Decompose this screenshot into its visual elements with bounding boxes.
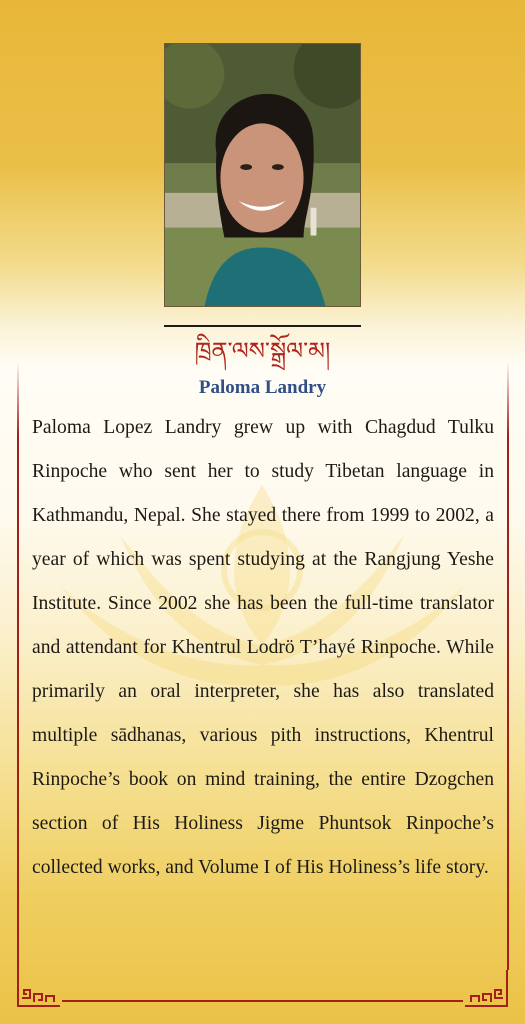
portrait-photo xyxy=(164,43,361,307)
person-name: Paloma Landry xyxy=(198,377,327,398)
tibetan-name: ཁྲིན་ལས་སྒྲོལ་མ། xyxy=(194,337,331,365)
biography-text: Paloma Lopez Landry grew up with Chagdud Tulku Rinpoche who sent her to study Tibetan language in Kathmandu, Nepal. She stayed there from 1999 to 2002, a year of which was spent studying at the Rangjung Yeshe Institute. Since 2002 she has been the full-time translator and attendant for Khentrul Lodrö T’hayé Rinpoche. While primarily an oral interpreter, she has also translated multiple sādhanas, various pith instructions, Khentrul Rinpoche’s book on mind training, the entire Dzogchen section of His Holiness Jigme Phuntsok Rinpoche’s collected works, and Volume I of His Holiness’s life story. xyxy=(32,417,494,878)
corner-ornament-icon xyxy=(16,968,60,1008)
frame-left-border xyxy=(17,362,19,970)
title-divider xyxy=(164,325,361,327)
frame-bottom-border xyxy=(62,1000,463,1002)
frame-right-border xyxy=(507,362,509,970)
corner-ornament-icon xyxy=(465,968,509,1008)
